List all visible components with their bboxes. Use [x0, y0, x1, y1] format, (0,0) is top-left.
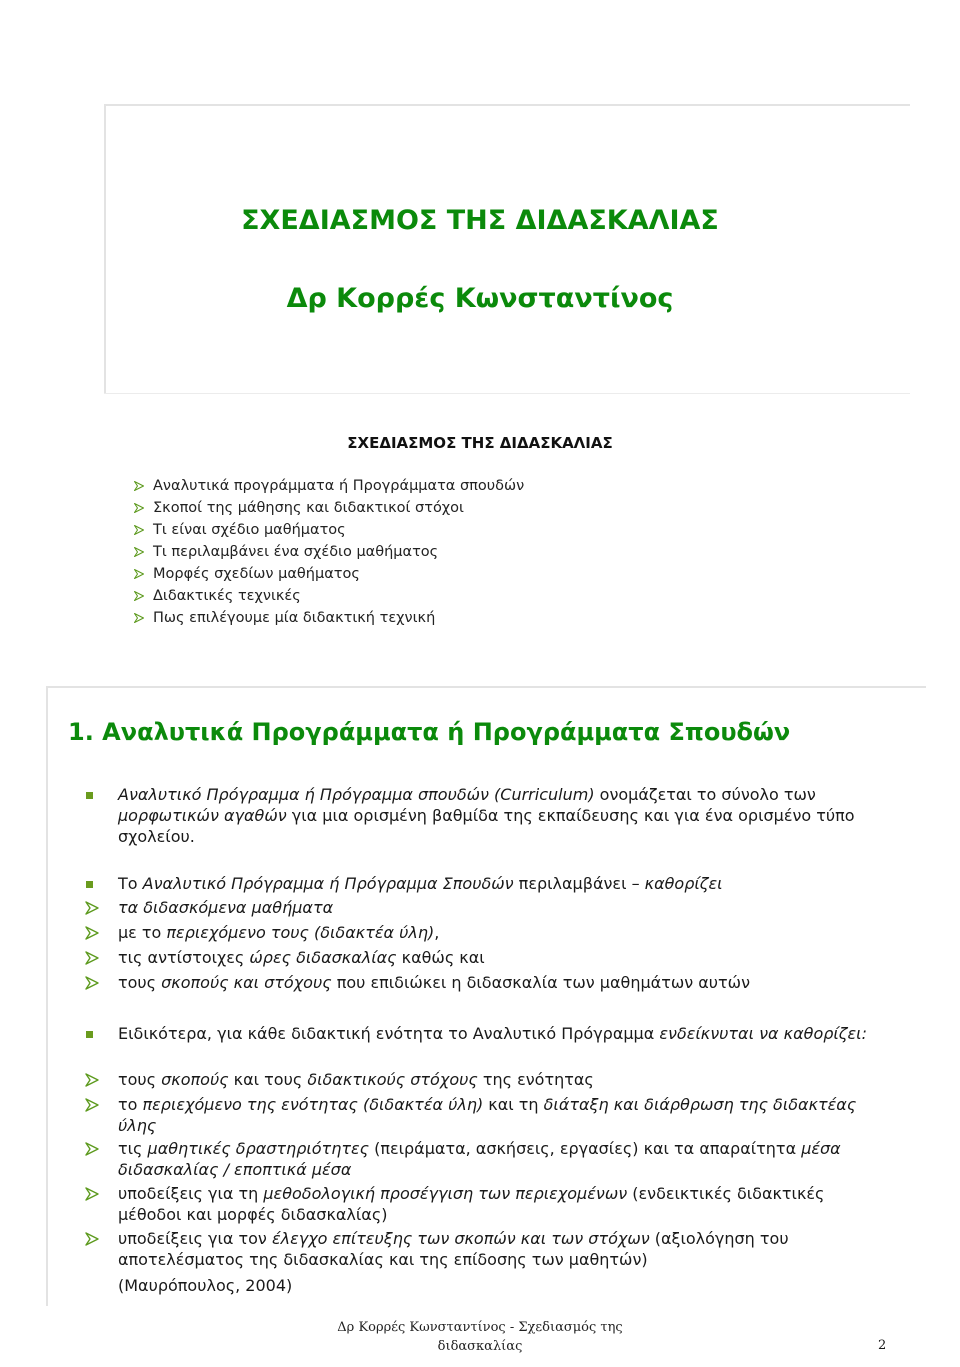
item-segment-a: τους — [118, 973, 162, 992]
slide2-list-item — [133, 544, 438, 560]
slide1-frame-top — [104, 104, 910, 106]
arrow-list-item-text — [118, 897, 878, 918]
item-segment-b: σκοπούς — [161, 1070, 229, 1089]
square-bullet-icon — [86, 881, 93, 888]
arrow-bullet-icon — [133, 502, 145, 514]
slide1-title: ΣΧΕΔΙΑΣΜΟΣ ΤΗΣ ΔΙΔΑΣΚΑΛΙΑΣ — [241, 205, 719, 236]
item-segment-c: (πειράματα, ασκήσεις, εργασίες) και τα απαραίτητα — [369, 1139, 802, 1158]
item-segment-a: υποδείξεις για τη — [118, 1184, 264, 1203]
item-segment-c: (αξιολόγηση του αποτελέσματος της διδασκαλίας και της επίδοσης των μαθητών) — [118, 1229, 789, 1269]
p2-text-a: Το — [118, 874, 143, 893]
item-segment-e: της ενότητας — [477, 1070, 594, 1089]
slide1-subtitle: Δρ Κορρές Κωνσταντίνος — [286, 283, 674, 314]
slide2-list-item — [133, 478, 524, 494]
item-segment-c: που επιδιώκει η διδασκαλία των μαθημάτων αυτών — [331, 973, 751, 992]
paragraph-curriculum-definition — [118, 784, 888, 847]
square-bullet-icon — [86, 792, 93, 799]
arrow-bullet-icon — [84, 1141, 100, 1157]
arrow-list-item — [84, 922, 878, 943]
arrow-list-item — [84, 1183, 878, 1225]
arrow-list-item-text — [118, 1138, 878, 1180]
item-segment-a: με το — [118, 923, 167, 942]
arrow-list-item-text — [118, 1183, 878, 1225]
arrow-list-item-text — [118, 1228, 878, 1270]
item-segment-c: (ενδεικτικές διδακτικές μέθοδοι και μορφές διδασκαλίας) — [118, 1184, 825, 1224]
arrow-bullet-icon — [133, 524, 145, 536]
slide2-list-item — [133, 588, 301, 604]
item-segment-a: το — [118, 1095, 143, 1114]
arrow-list-item — [84, 1069, 878, 1090]
slide1-frame-left — [104, 104, 106, 394]
arrow-list-item-text — [118, 1069, 878, 1090]
arrow-bullet-icon — [84, 1072, 100, 1088]
arrow-bullet-icon — [133, 480, 145, 492]
item-segment-b: ώρες διδασκαλίας — [249, 948, 397, 967]
slide2-list-item — [133, 566, 360, 582]
slide2-list-item-label: Αναλυτικά προγράμματα ή Προγράμματα σπουδών — [153, 478, 525, 494]
arrow-bullet-icon — [133, 568, 145, 580]
arrow-bullet-icon — [133, 546, 145, 558]
page-number: 2 — [878, 1338, 887, 1353]
arrow-bullet-icon — [84, 1231, 100, 1247]
slide2-list-item-label: Πως επιλέγουμε μία διδακτική τεχνική — [153, 610, 436, 626]
slide2-title: ΣΧΕΔΙΑΣΜΟΣ ΤΗΣ ΔΙΔΑΣΚΑΛΙΑΣ — [347, 434, 613, 452]
paragraph-includes — [118, 873, 888, 894]
item-segment-b: μαθητικές δραστηριότητες — [147, 1139, 369, 1158]
slide2-list-item-label: Μορφές σχεδίων μαθήματος — [153, 566, 360, 582]
arrow-list-item — [84, 1138, 878, 1180]
arrow-list-item-text — [118, 1094, 878, 1136]
p3-text-b: ενδείκνυται να καθορίζει: — [659, 1024, 867, 1043]
item-segment-c: , — [434, 923, 440, 942]
arrow-list-item-text — [118, 972, 878, 993]
item-segment-b: μεθοδολογική προσέγγιση των περιεχομένων — [263, 1184, 628, 1203]
arrow-bullet-icon — [84, 900, 100, 916]
footer-line2: διδασκαλίας — [437, 1339, 523, 1354]
arrow-bullet-icon — [84, 1186, 100, 1202]
item-segment-b: περιεχόμενο τους (διδακτέα ύλη) — [166, 923, 435, 942]
item-segment-c: και τη — [483, 1095, 544, 1114]
item-segment-c: και τους — [228, 1070, 308, 1089]
arrow-bullet-icon — [133, 590, 145, 602]
slide3-frame-top — [46, 686, 926, 688]
p2-text-c: περιλαμβάνει – — [513, 874, 645, 893]
arrow-bullet-icon — [133, 612, 145, 624]
slide3-heading: 1. Αναλυτικά Προγράμματα ή Προγράμματα Σπουδών — [68, 718, 791, 746]
arrow-list-item-text — [118, 947, 878, 968]
arrow-bullet-icon — [84, 1097, 100, 1113]
arrow-list-item — [84, 1094, 878, 1136]
p1-text-b: ονομάζεται το σύνολο των — [594, 785, 816, 804]
p2-text-b: Αναλυτικό Πρόγραμμα ή Πρόγραμμα Σπουδών — [142, 874, 514, 893]
slide2-list-item — [133, 610, 435, 626]
arrow-list-item-text — [118, 922, 878, 943]
slide2-list-item — [133, 522, 346, 538]
slide3-frame-left — [46, 686, 48, 1306]
arrow-bullet-icon — [84, 975, 100, 991]
arrow-list-item — [84, 947, 878, 968]
footer-line1: Δρ Κορρές Κωνσταντίνος - Σχεδιασμός της — [337, 1320, 623, 1335]
item-segment-a: τις — [118, 1139, 148, 1158]
item-segment-a: τις αντίστοιχες — [118, 948, 250, 967]
item-segment-d: διάταξη και διάρθρωση της διδακτέας ύλης — [118, 1095, 857, 1135]
arrow-bullet-icon — [84, 950, 100, 966]
item-segment-d: μέσα διδασκαλίας / εποπτικά μέσα — [118, 1139, 841, 1179]
paragraph-specifically — [118, 1023, 888, 1044]
item-segment-a: τους — [118, 1070, 162, 1089]
slide1-frame-bottom — [104, 393, 910, 394]
curriculum-term: Αναλυτικό Πρόγραμμα ή Πρόγραμμα σπουδών (Curriculum) — [118, 785, 595, 804]
p2-text-d: καθορίζει — [644, 874, 723, 893]
arrow-list-item — [84, 1228, 878, 1270]
slide2-list-item-label: Τι περιλαμβάνει ένα σχέδιο μαθήματος — [153, 544, 439, 560]
slide2-list-item-label: Σκοποί της μάθησης και διδακτικοί στόχοι — [153, 500, 464, 516]
p1-text-d: για μια ορισμένη βαθμίδα της εκπαίδευσης και για ένα ορισμένο τύπο σχολείου. — [118, 806, 855, 846]
item-segment-c: καθώς και — [396, 948, 485, 967]
item-segment-a: τα διδασκόμενα μαθήματα — [118, 898, 334, 917]
p3-text-a: Ειδικότερα, για κάθε διδακτική ενότητα το Αναλυτικό Πρόγραμμα — [118, 1024, 660, 1043]
p1-text-c: μορφωτικών αγαθών — [118, 806, 287, 825]
slide2-list-item-label: Διδακτικές τεχνικές — [153, 588, 301, 604]
item-segment-a: υποδείξεις για τον — [118, 1229, 272, 1248]
item-segment-b: σκοπούς και στόχους — [161, 973, 332, 992]
arrow-bullet-icon — [84, 925, 100, 941]
slide2-list-item — [133, 500, 464, 516]
item-segment-b: περιεχόμενο της ενότητας (διδακτέα ύλη) — [142, 1095, 484, 1114]
square-bullet-icon — [86, 1031, 93, 1038]
item-segment-d: διδακτικούς στόχους — [307, 1070, 478, 1089]
citation: (Μαυρόπουλος, 2004) — [118, 1276, 293, 1295]
slide2-list-item-label: Τι είναι σχέδιο μαθήματος — [153, 522, 346, 538]
arrow-list-item — [84, 972, 878, 993]
arrow-list-item — [84, 897, 878, 918]
item-segment-b: έλεγχο επίτευξης των σκοπών και των στόχων — [271, 1229, 650, 1248]
